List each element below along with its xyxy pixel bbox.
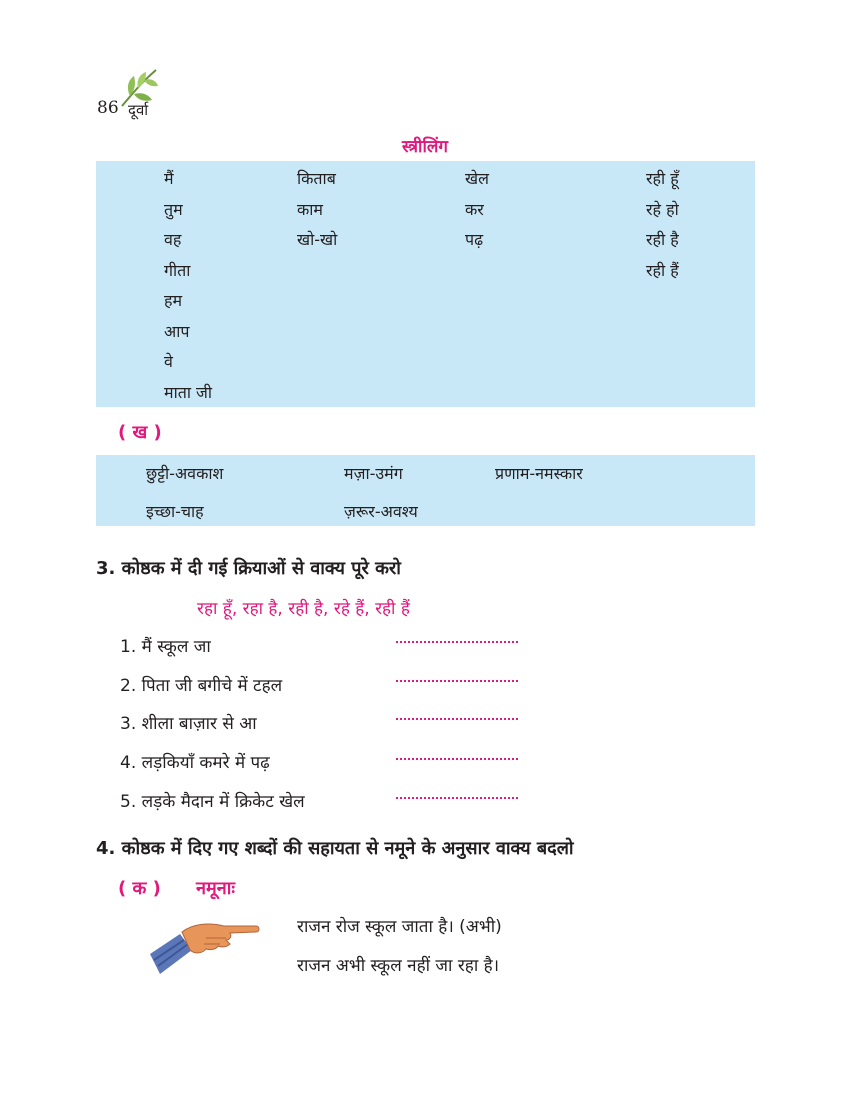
synonym-pair: ज़रूर-अवश्य	[344, 502, 418, 521]
question-4-title: 4. कोष्ठक में दिए गए शब्दों की सहायता से नमूने के अनुसार वाक्य बदलो	[96, 838, 574, 859]
table-cell: रही हैं	[646, 261, 679, 280]
question-3-title: 3. कोष्ठक में दी गई क्रियाओं से वाक्य पूरे करो	[96, 558, 401, 579]
list-item: 4. लड़कियाँ कमरे में पढ़	[120, 753, 270, 773]
table-cell: हम	[164, 291, 183, 310]
table-cell: गीता	[164, 261, 191, 280]
table-cell: खेल	[465, 169, 489, 188]
book-title: दूर्वा	[128, 101, 149, 119]
answer-blank[interactable]	[396, 797, 518, 799]
table-cell: किताब	[297, 169, 336, 188]
verb-hint: रहा हूँ, रहा है, रही है, रहे हैं, रही हैं	[197, 599, 410, 619]
table-cell: वह	[164, 230, 182, 249]
answer-blank[interactable]	[396, 680, 518, 682]
table-cell: रही हूँ	[646, 169, 679, 188]
answer-blank[interactable]	[396, 718, 518, 720]
synonym-pair: छुट्टी-अवकाश	[146, 464, 224, 483]
answer-blank[interactable]	[396, 641, 518, 643]
section-label-ka: ( क )	[118, 878, 161, 899]
table-cell: आप	[164, 322, 190, 341]
table-cell: वे	[164, 352, 173, 371]
table-cell: रहे हो	[646, 200, 679, 219]
table-cell: खो-खो	[297, 230, 338, 249]
table-cell: काम	[297, 200, 324, 219]
list-item: 5. लड़के मैदान में क्रिकेट खेल	[120, 792, 305, 812]
list-item: 1. मैं स्कूल जा	[120, 637, 211, 657]
page-number: 86	[97, 98, 119, 118]
pointing-hand-icon	[146, 914, 262, 980]
table-cell: मैं	[164, 169, 174, 188]
table-cell: माता जी	[164, 383, 213, 402]
synonym-pair: इच्छा-चाह	[146, 502, 204, 521]
table-cell: पढ़	[465, 230, 484, 249]
answer-blank[interactable]	[396, 758, 518, 760]
list-item: 3. शीला बाज़ार से आ	[120, 714, 257, 734]
table-cell: रही है	[646, 230, 679, 249]
table-cell: कर	[465, 200, 484, 219]
section-label-kha: ( ख )	[118, 422, 162, 443]
synonym-pair: मज़ा-उमंग	[344, 464, 403, 483]
section-title-feminine: स्त्रीलिंग	[402, 137, 448, 157]
synonym-pair: प्रणाम-नमस्कार	[495, 464, 583, 483]
sample-sentence: राजन अभी स्कूल नहीं जा रहा है।	[297, 956, 500, 976]
sample-sentence: राजन रोज स्कूल जाता है। (अभी)	[297, 917, 502, 937]
list-item: 2. पिता जी बगीचे में टहल	[120, 676, 283, 696]
table-cell: तुम	[164, 200, 183, 219]
sample-label: नमूनाः	[196, 878, 236, 899]
